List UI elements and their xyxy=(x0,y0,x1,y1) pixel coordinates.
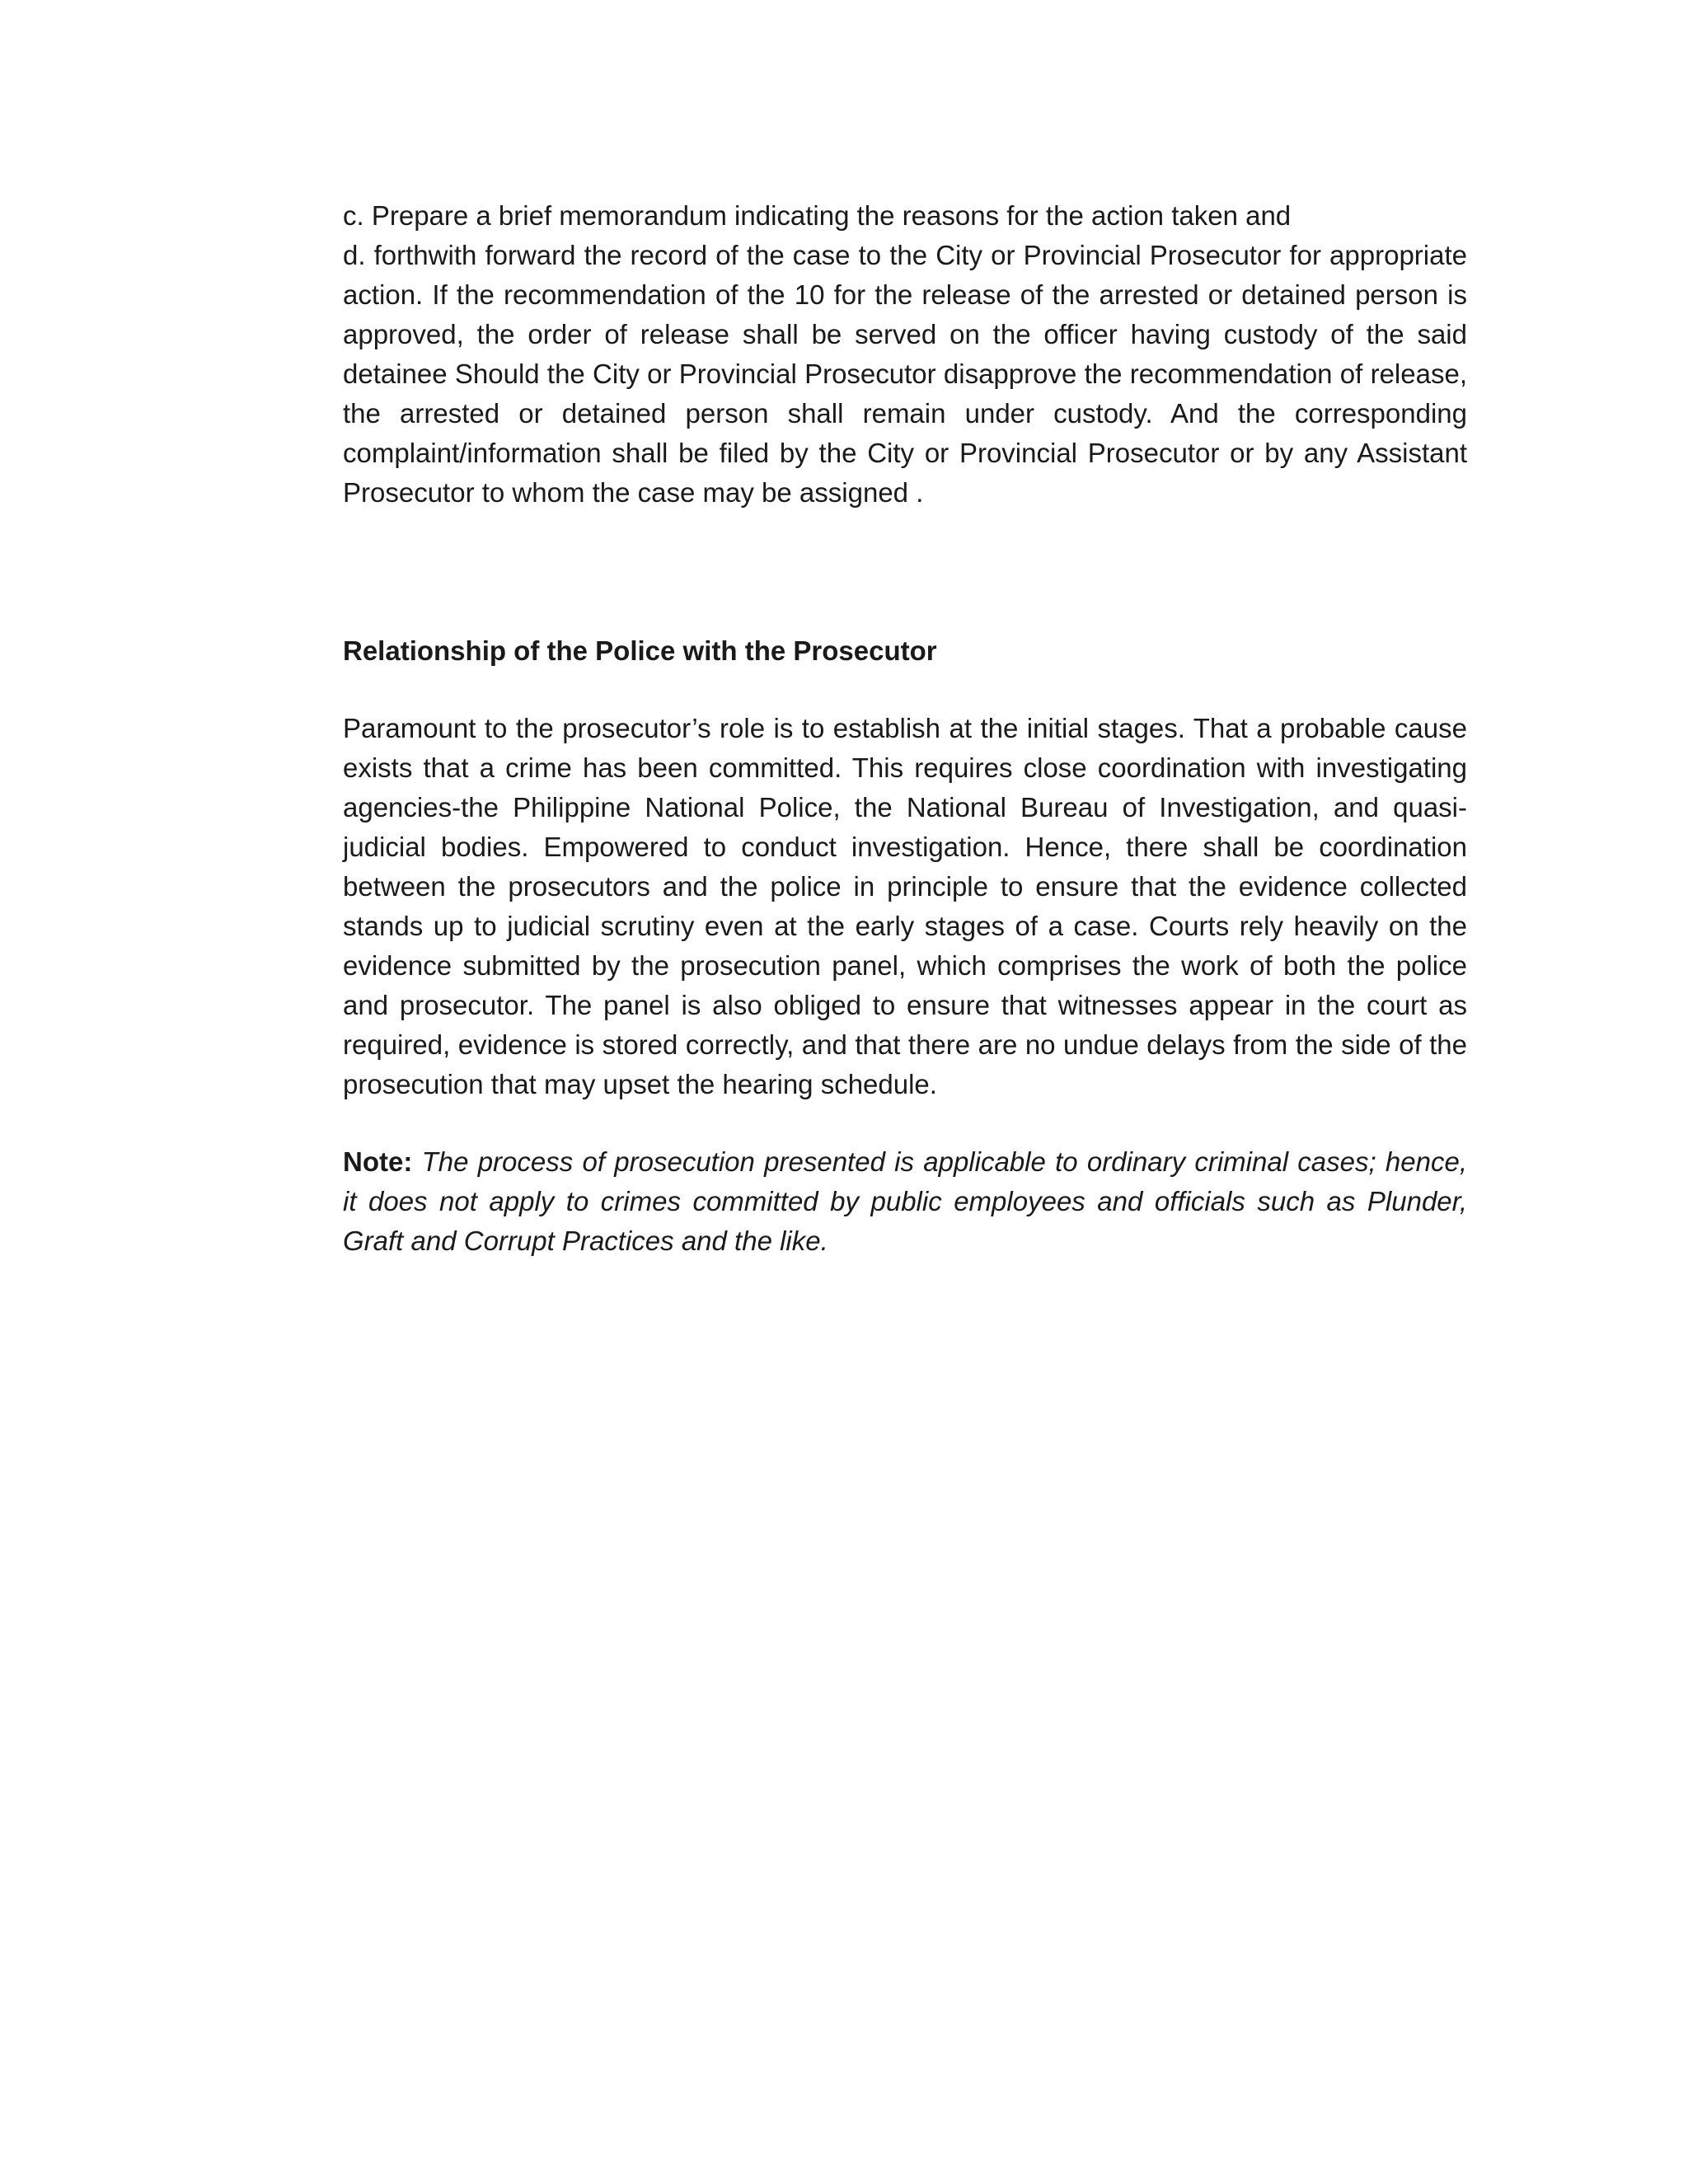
section-heading: Relationship of the Police with the Prosecutor xyxy=(343,635,937,666)
note-label: Note: xyxy=(343,1146,413,1177)
paragraph-item-c: c. Prepare a brief memorandum indicating the reasons for the action taken and xyxy=(343,200,1292,231)
note-paragraph xyxy=(343,1142,1467,1261)
note-text: The process of prosecution presented is applicable to ordinary criminal cases; hence, it does not apply to crimes committed by public employees and officials such as Plunder, Graft and Corrupt Practices and the like. xyxy=(343,1146,1468,1256)
paragraph-item-d: d. forthwith forward the record of the case to the City or Provincial Prosecutor for appropriate action. If the recommendation of the 10 for the release of the arrested or detained person is approved, the order of release shall be served on the officer having custody of the said detainee Should the City or Provincial Prosecutor disapprove the recommendation of release, the arrested or detained person shall remain under custody. And the corresponding complaint/information shall be filed by the City or Provincial Prosecutor or by any Assistant Prosecutor to whom the case may be assigned . xyxy=(343,240,1467,508)
section-body: Paramount to the prosecutor’s role is to establish at the initial stages. That a probable cause exists that a crime has been committed. This requires close coordination with investigating agencies-the Philippine National Police, the National Bureau of Investigation, and quasi-judicial bodies. Empowered to conduct investigation. Hence, there shall be coordination between the prosecutors and the police in principle to ensure that the evidence collected stands up to judicial scrutiny even at the early stages of a case. Courts rely heavily on the evidence submitted by the prosecution panel, which comprises the work of both the police and prosecutor. The panel is also obliged to ensure that witnesses appear in the court as required, evidence is stored correctly, and that there are no undue delays from the side of the prosecution that may upset the hearing schedule. xyxy=(343,713,1467,1099)
document-page xyxy=(343,196,1467,1261)
